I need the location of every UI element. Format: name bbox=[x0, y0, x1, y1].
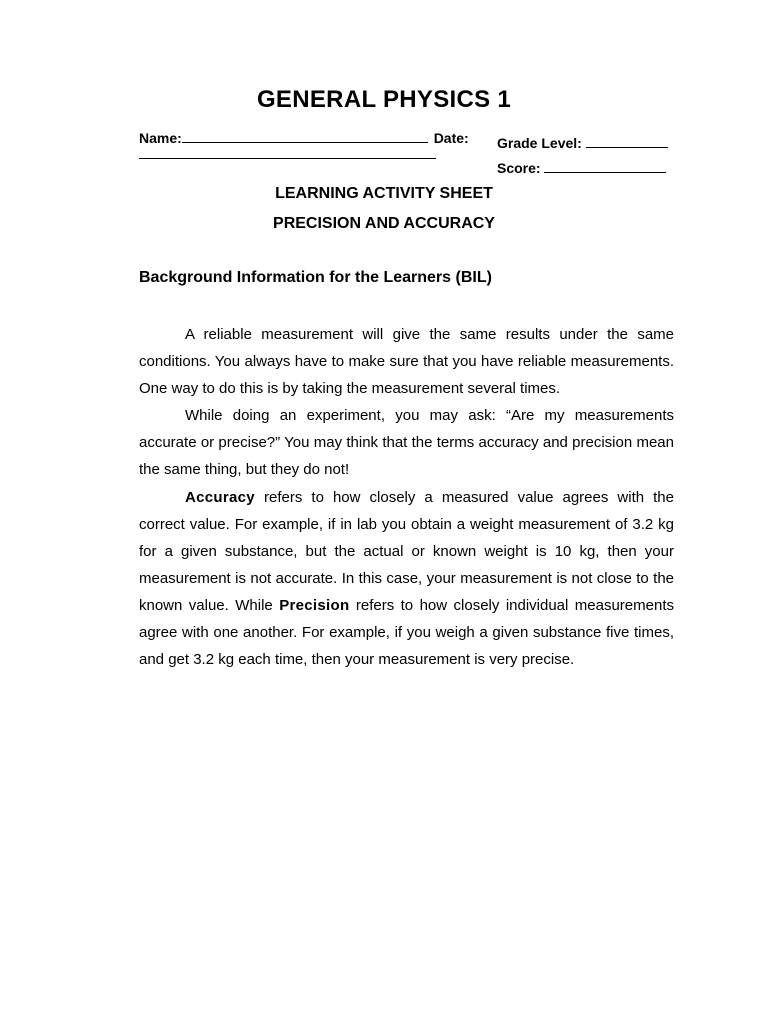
precision-term: Precision bbox=[279, 596, 350, 614]
section-heading: Background Information for the Learners (BIL) bbox=[139, 269, 492, 286]
paragraph-3-part-2: refers to how closely individual measurements agree with one another. For example, if you weigh a given substance five times, and get 3.2 kg each time, then your measurement is very precise. bbox=[139, 596, 674, 669]
paragraph-1: A reliable measurement will give the same results under the same conditions. You always have to make sure that you have reliable measurements. One way to do this is by taking the measurement several times. bbox=[139, 326, 674, 398]
date-blank-line[interactable] bbox=[139, 146, 436, 159]
score-blank-line[interactable] bbox=[544, 160, 666, 173]
date-blank-row bbox=[139, 146, 436, 162]
grade-level-label: Grade Level: bbox=[497, 135, 582, 151]
paragraph-3 bbox=[139, 484, 674, 674]
accuracy-term: Accuracy bbox=[185, 488, 255, 506]
grade-level-row bbox=[497, 135, 668, 151]
paragraph-3-part-1: refers to how closely a measured value agrees with the correct value. For example, if in lab you obtain a weight measurement of 3.2 kg for a given substance, but the actual or known weight is 10 kg, then your measurement is not accurate. In this case, your measurement is not close to the known value. While bbox=[139, 488, 674, 614]
name-date-row bbox=[139, 130, 469, 146]
score-label: Score: bbox=[497, 160, 541, 176]
topic-subtitle: PRECISION AND ACCURACY bbox=[273, 215, 495, 232]
name-label: Name: bbox=[139, 130, 182, 146]
date-label: Date: bbox=[433, 130, 469, 146]
body-text bbox=[139, 321, 674, 673]
score-row bbox=[497, 160, 666, 176]
grade-level-blank-line[interactable] bbox=[586, 135, 668, 148]
document-title: GENERAL PHYSICS 1 bbox=[256, 86, 512, 113]
paragraph-2: While doing an experiment, you may ask: “Are my measurements accurate or precise?” You may think that the terms accuracy and precision mean the same thing, but they do not! bbox=[139, 407, 674, 479]
name-blank-line[interactable] bbox=[182, 130, 428, 143]
sheet-subtitle: LEARNING ACTIVITY SHEET bbox=[275, 185, 493, 202]
